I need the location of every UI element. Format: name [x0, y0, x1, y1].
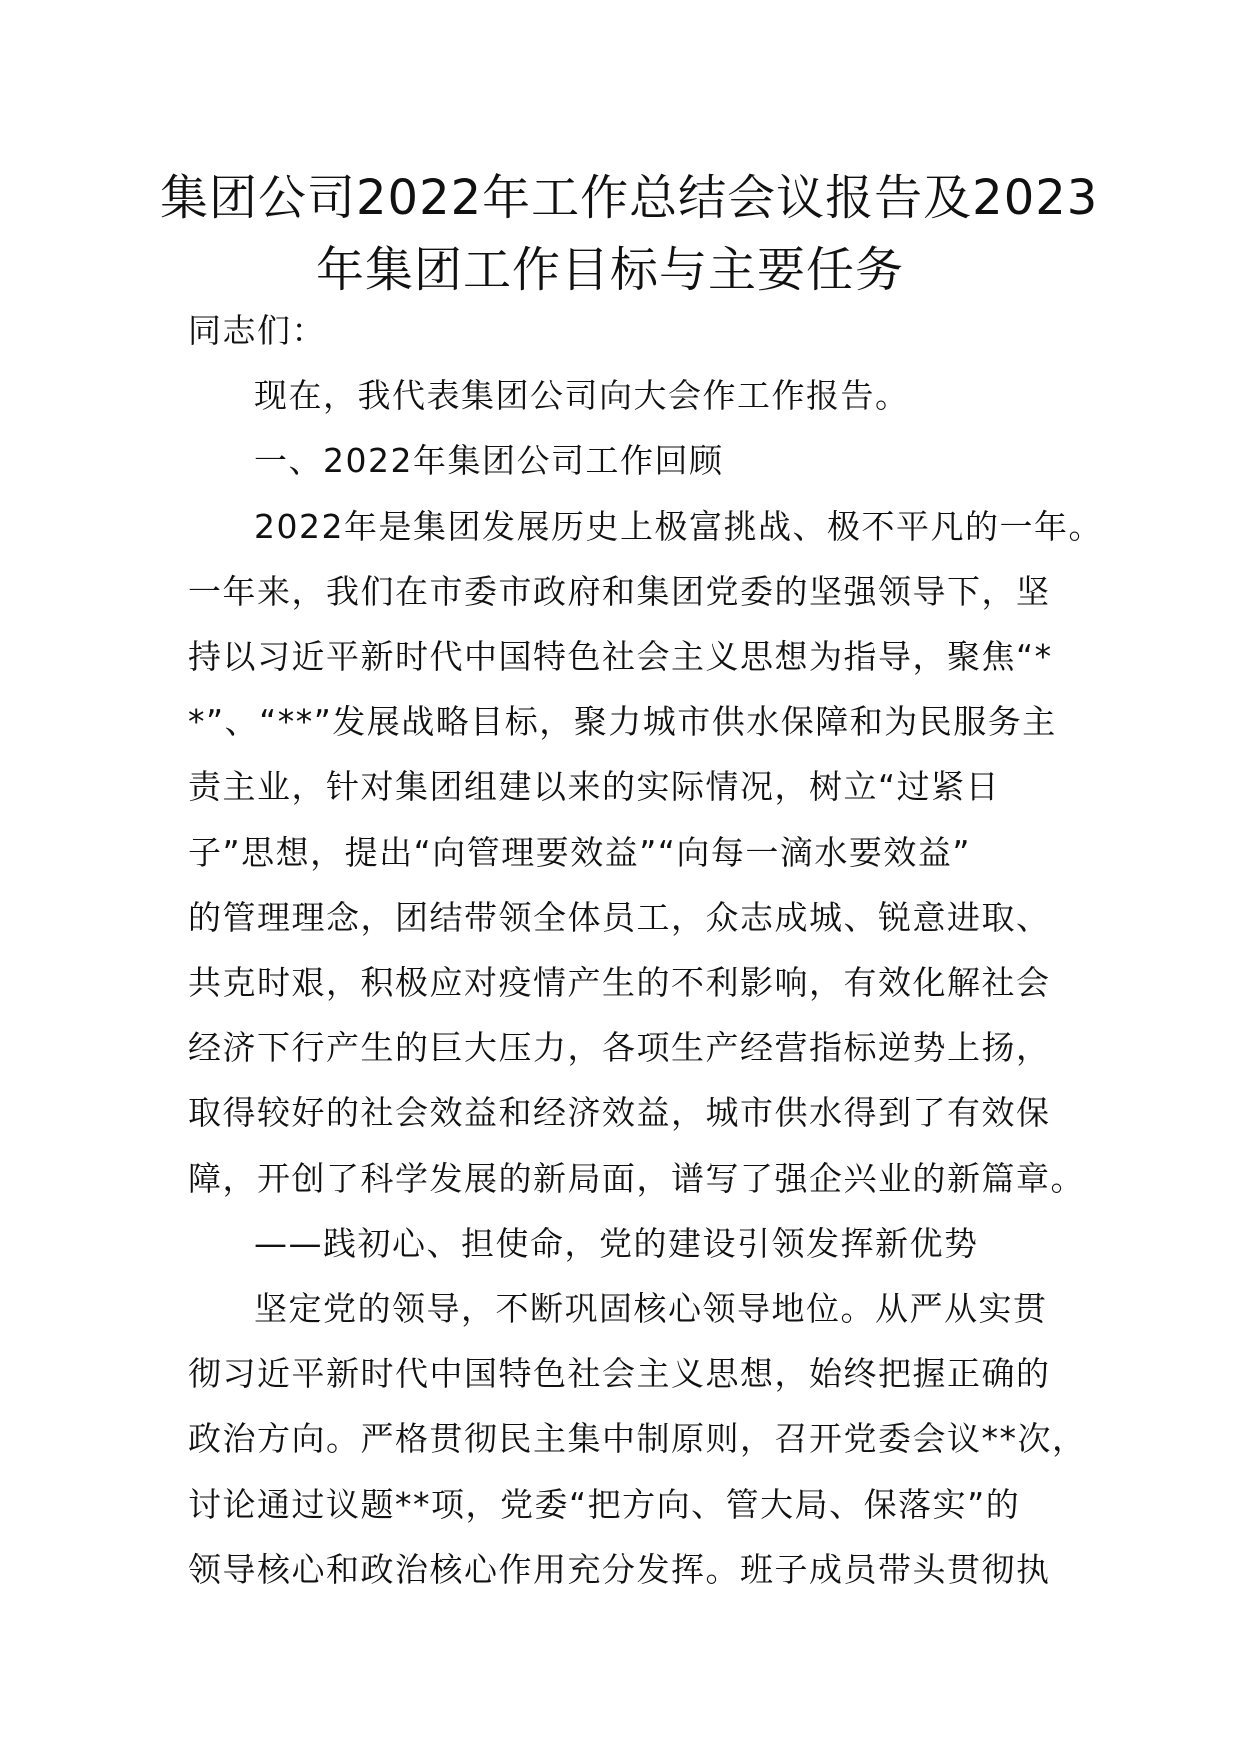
text-line: 的管理理念，团结带领全体员工，众志成城、锐意进取、 — [188, 897, 1051, 937]
text-line: 持以习近平新时代中国特色社会主义思想为指导，聚焦“* — [188, 637, 1053, 677]
text-line: 彻习近平新时代中国特色社会主义思想，始终把握正确的 — [188, 1354, 1051, 1394]
text-line: *”、“**”发展战略目标，聚力城市供水保障和为民服务主 — [188, 702, 1057, 742]
subheading: ——践初心、担使命，党的建设引领发挥新优势 — [254, 1223, 979, 1263]
opening-paragraph: 现在，我代表集团公司向大会作工作报告。 — [254, 376, 910, 416]
text-line: 一年来，我们在市委市政府和集团党委的坚强领导下，坚 — [188, 571, 1051, 611]
title-line-1: 集团公司2022年工作总结会议报告及2023 — [160, 170, 1099, 226]
document-body — [188, 298, 1103, 1602]
section-heading: 一、2022年集团公司工作回顾 — [254, 441, 724, 481]
title-line-2: 年集团工作目标与主要任务 — [315, 242, 904, 298]
text-line: 政治方向。严格贯彻民主集中制原则，召开党委会议**次， — [188, 1419, 1087, 1459]
party-leadership-paragraph — [188, 1276, 1087, 1602]
text-line: 坚定党的领导，不断巩固核心领导地位。从严从实贯 — [254, 1289, 1048, 1329]
text-line: 讨论通过议题**项，党委“把方向、管大局、保落实”的 — [188, 1484, 1021, 1524]
salutation: 同志们： — [188, 311, 326, 350]
text-line: 障，开创了科学发展的新局面，谱写了强企兴业的新篇章。 — [188, 1158, 1085, 1198]
text-line: 责主业，针对集团组建以来的实际情况，树立“过紧日 — [188, 767, 1001, 807]
text-line: 2022年是集团发展历史上极富挑战、极不平凡的一年。 — [254, 506, 1103, 546]
document-title — [160, 162, 1099, 306]
text-line: 取得较好的社会效益和经济效益，城市供水得到了有效保 — [188, 1093, 1051, 1133]
text-line: 经济下行产生的巨大压力，各项生产经营指标逆势上扬， — [188, 1028, 1051, 1068]
text-line: 共克时艰，积极应对疫情产生的不利影响，有效化解社会 — [188, 963, 1051, 1003]
review-paragraph — [188, 494, 1103, 1211]
text-line: 子”思想，提出“向管理要效益”“向每一滴水要效益” — [188, 832, 971, 872]
text-line: 领导核心和政治核心作用充分发挥。班子成员带头贯彻执 — [188, 1549, 1051, 1589]
